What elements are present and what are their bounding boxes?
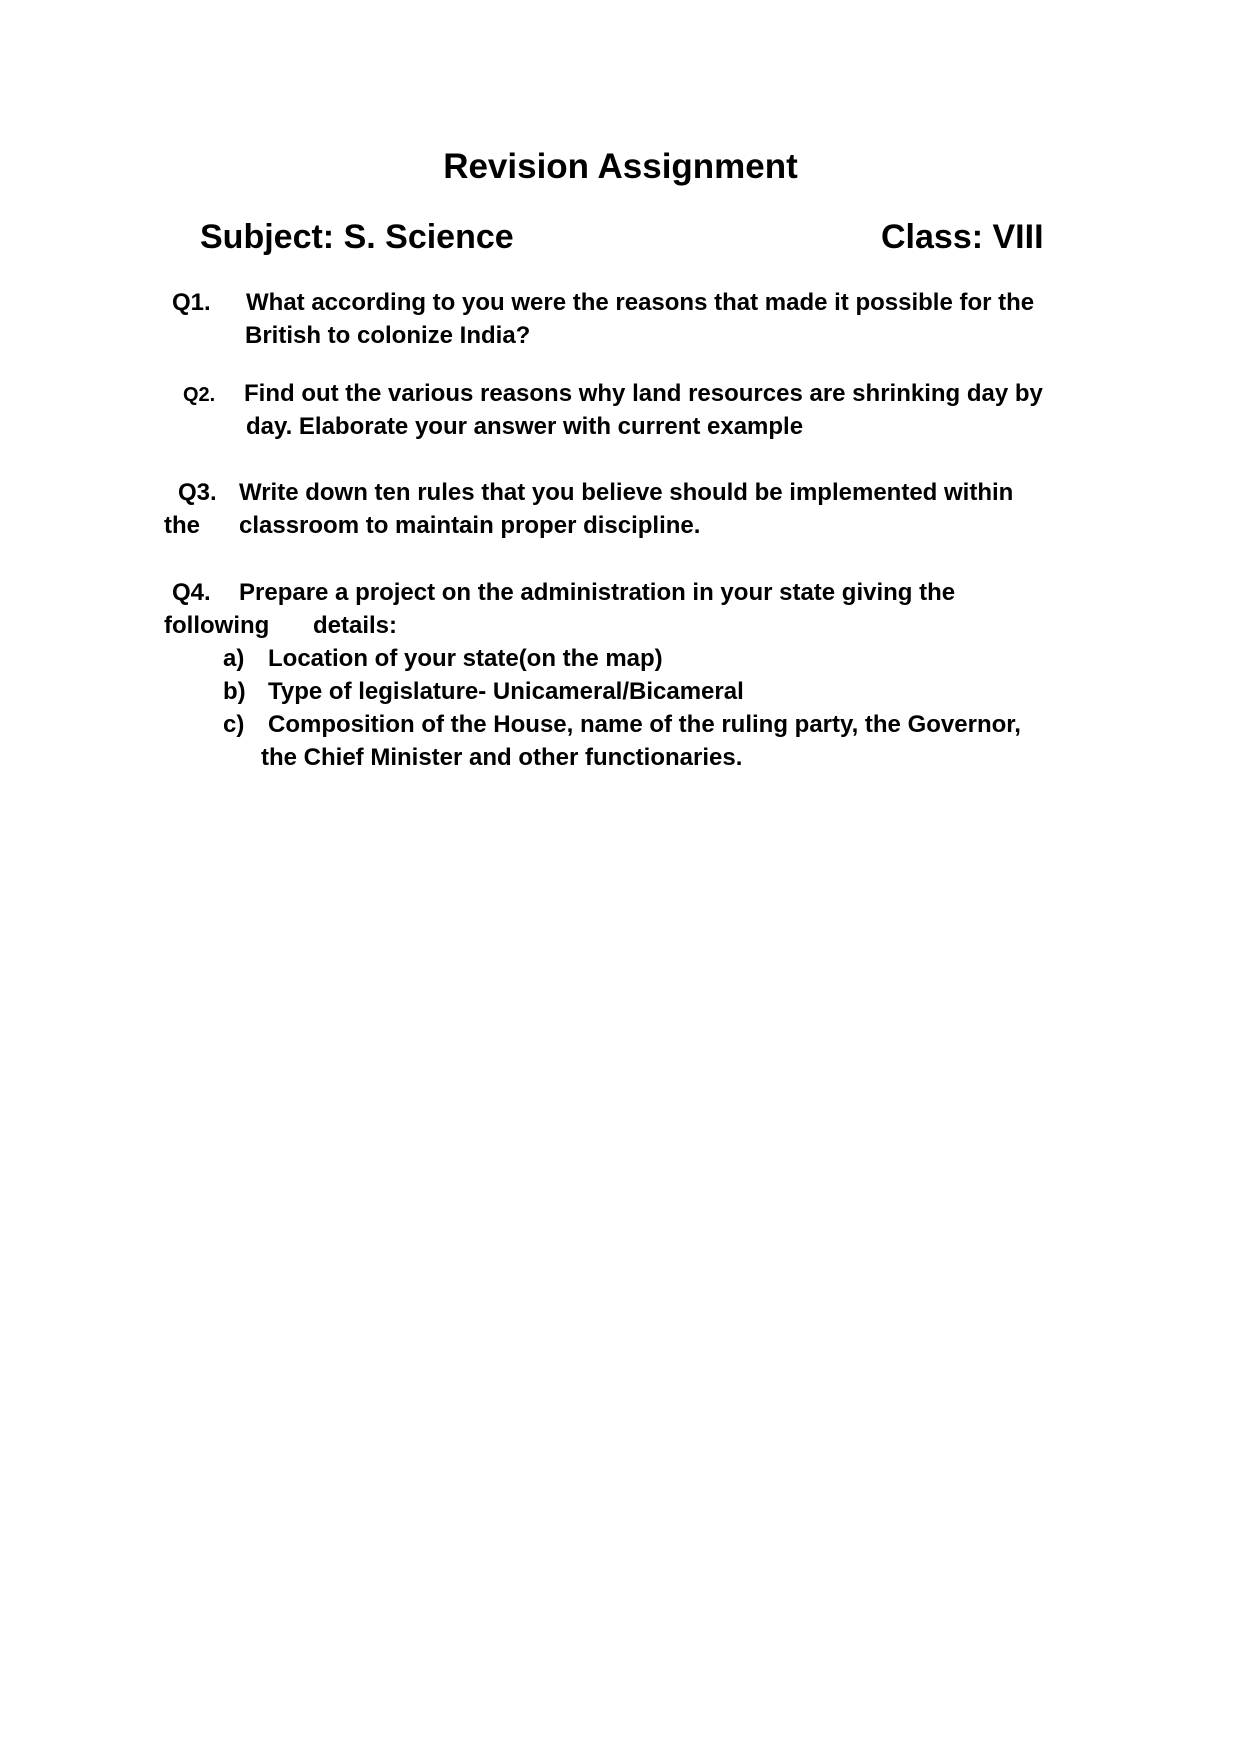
class-label: Class: VIII bbox=[881, 218, 1044, 256]
list-marker: c) bbox=[223, 711, 245, 738]
question-text-line: What according to you were the reasons that made it possible for the bbox=[246, 289, 1035, 316]
question-text-line: following bbox=[164, 612, 270, 639]
list-marker: b) bbox=[223, 678, 246, 705]
list-item-text: Type of legislature- Unicameral/Bicameral bbox=[268, 678, 744, 705]
list-item-text: Composition of the House, name of the ruling party, the Governor, bbox=[268, 711, 1021, 738]
document-title: Revision Assignment bbox=[443, 147, 798, 186]
question-text-line: details: bbox=[313, 612, 398, 639]
list-marker: a) bbox=[223, 645, 245, 672]
question-text-line: British to colonize India? bbox=[245, 322, 531, 349]
question-number: Q1. bbox=[172, 289, 211, 316]
question-text-line: day. Elaborate your answer with current example bbox=[246, 413, 804, 440]
question-number: Q4. bbox=[172, 579, 211, 606]
question-text-line: Find out the various reasons why land resources are shrinking day by bbox=[244, 380, 1043, 407]
question-text-line: the bbox=[164, 512, 200, 539]
question-text-line: Write down ten rules that you believe should be implemented within bbox=[239, 479, 1014, 506]
question-number: Q3. bbox=[178, 479, 217, 506]
list-item-text: Location of your state(on the map) bbox=[268, 645, 663, 672]
question-number: Q2. bbox=[183, 384, 216, 406]
subject-label: Subject: S. Science bbox=[200, 218, 514, 256]
question-text-line: classroom to maintain proper discipline. bbox=[239, 512, 701, 539]
list-item-text: the Chief Minister and other functionaries. bbox=[261, 744, 743, 771]
question-text-line: Prepare a project on the administration in your state giving the bbox=[239, 579, 956, 606]
